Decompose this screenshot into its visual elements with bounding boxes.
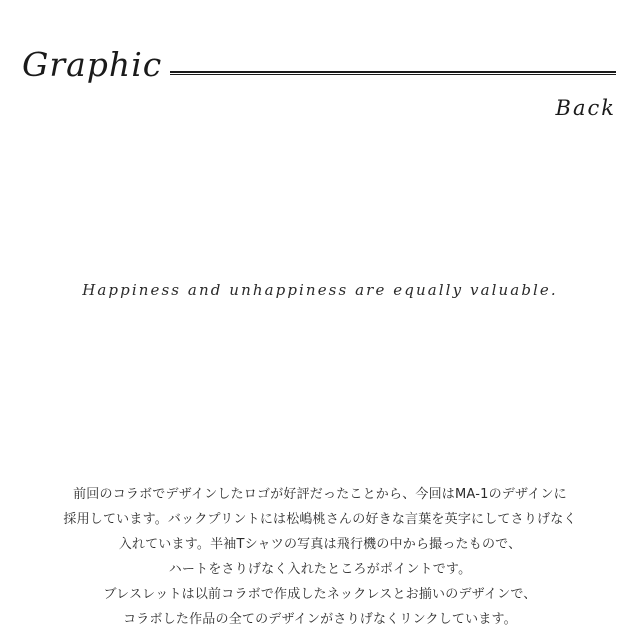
- body-line: 前回のコラボでデザインしたロゴが好評だったことから、今回はMA-1のデザインに: [73, 487, 567, 502]
- body-line: ハートをさりげなく入れたところがポイントです。: [168, 562, 472, 577]
- script-quote: Happiness and unhappiness are equally valuable.: [82, 281, 558, 299]
- body-line: 採用しています。バックプリントには松嶋桃さんの好きな言葉を英字にしてさりげなく: [63, 512, 577, 527]
- body-line: 入れています。半袖Tシャツの写真は飛行機の中から撮ったもので、: [118, 537, 522, 552]
- page-header: [0, 26, 640, 86]
- page-title: Graphic: [22, 45, 163, 84]
- body-line: コラボした作品の全てのデザインがさりげなくリンクしています。: [123, 612, 517, 627]
- header-divider-rule: [170, 71, 616, 75]
- body-line: ブレスレットは以前コラボで作成したネックレスとお揃いのデザインで、: [103, 587, 537, 602]
- back-label: Back: [555, 96, 616, 120]
- body-description: [0, 482, 640, 632]
